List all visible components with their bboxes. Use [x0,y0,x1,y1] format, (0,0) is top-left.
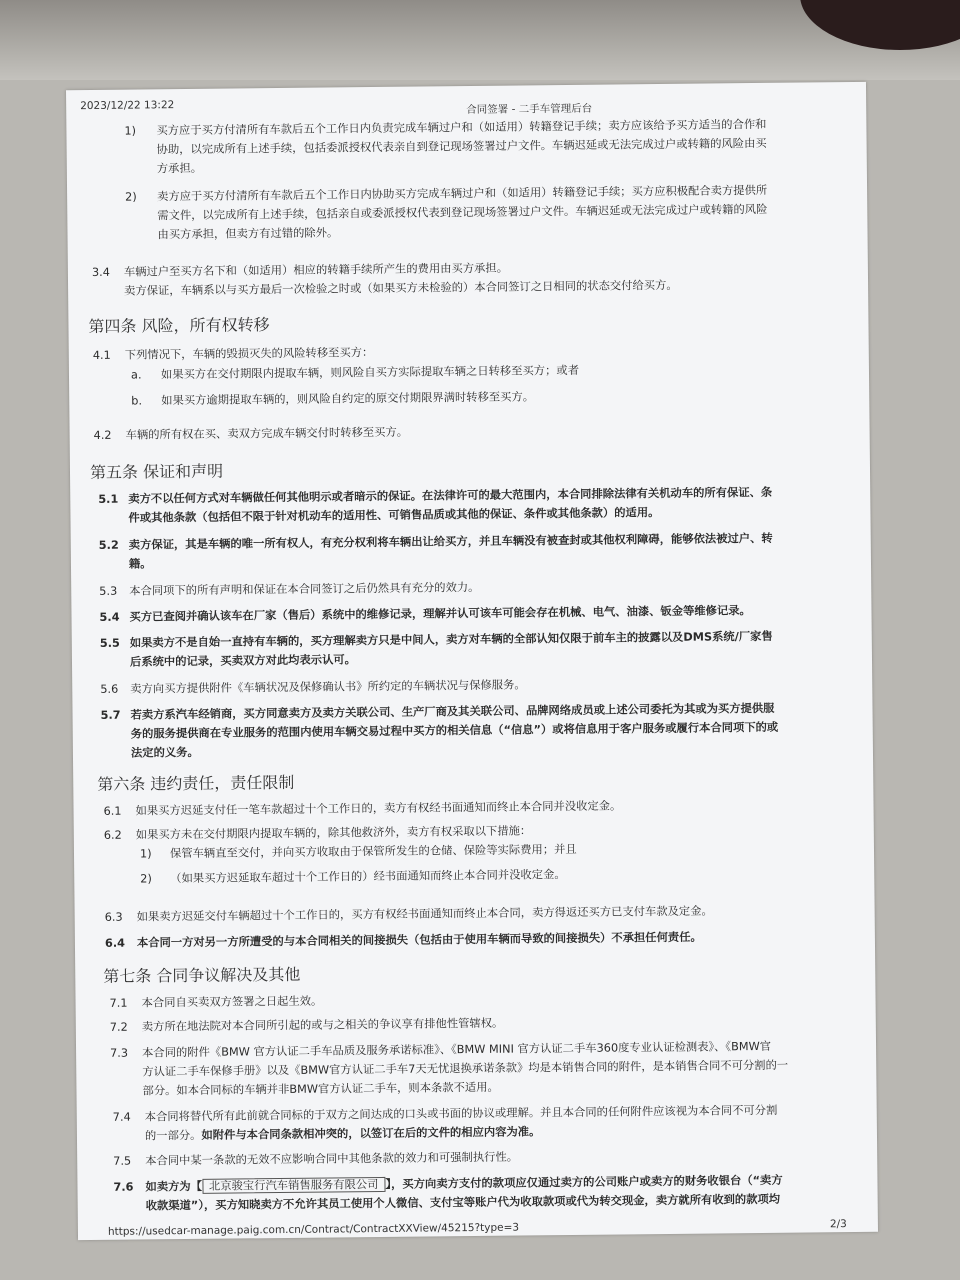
article-4-title: 第四条 风险，所有权转移 [88,315,270,336]
clause-5-7-line: 若卖方系汽车经销商，买方同意卖方及卖方关联公司、生产厂商及其关联公司、品牌网络成员或上述公司委托为其或为买方提供服 [130,701,775,722]
clause-3-3-item-2-line: 需文件，以完成所有上述手续，包括亲自或委派授权代表到登记现场签署过户文件。车辆迟延或无法完成过户或转籍的风险 [157,202,768,223]
contract-page [66,82,878,1240]
clause-7-6-prefix: 如卖方为【 [145,1179,203,1194]
clause-3-3-item-1-line: 协助，以完成所有上述手续，包括委派授权代表亲自到登记现场签署过户文件。车辆迟延或无法完成过户或转籍的风险由买 [156,136,767,157]
seller-company-field: 北京骏宝行汽车销售服务有限公司 [202,1177,386,1194]
article-7-title: 第七条 合同争议解决及其他 [103,964,301,986]
clause-6-2-num: 6.2 [103,828,122,842]
clause-5-1-num: 5.1 [98,492,119,506]
clause-5-4-line: 买方已查阅并确认该车在厂家（售后）系统中的维修记录，理解并认可该车可能会存在机械、电气、油漆、钣金等维修记录。 [129,604,751,624]
clause-6-2-item-1-num: 1) [139,847,152,861]
clause-7-2-text: 卖方所在地法院对本合同所引起的或与之相关的争议享有排他性管辖权。 [141,1016,504,1034]
article-6-title: 第六条 违约责任，责任限制 [97,772,295,794]
clause-7-3-num: 7.3 [110,1046,129,1060]
clause-7-1-text: 本合同自买卖双方签署之日起生效。 [141,994,323,1010]
clause-5-7-line: 法定的义务。 [130,745,199,760]
clause-4-1-num: 4.1 [92,348,111,362]
article-5-title: 第五条 保证和声明 [89,461,224,482]
clause-7-4-line: 本合同将替代所有此前就合同标的于双方之间达成的口头或书面的协议或理解。并且本合同的任何附件应该视为本合同不可分割 [144,1103,778,1124]
clause-4-2-num: 4.2 [93,428,112,442]
clause-5-1-line: 件或其他条款（包括但不限于针对机动车的适用性、可销售品质或其他的保证、条件或其他条款）的适用。 [128,506,660,525]
print-datetime: 2023/12/22 13:22 [80,99,175,113]
clause-7-4-num: 7.4 [112,1110,131,1124]
clause-5-1-line: 卖方不以任何方式对车辆做任何其他明示或者暗示的保证。在法律许可的最大范围内，本合同排除法律有关机动车的所有保证、条 [128,485,773,506]
clause-7-3-line: 方认证二手车保修手册》以及《BMW官方认证二手车7天无忧退换承诺条款》均是本销售合同的附件，是本销售合同不可分割的一 [142,1058,789,1079]
clause-5-7-line: 务的服务提供商在专业服务的范围内使用车辆交易过程中买方的相关信息（“信息”）或将信息用于客户服务或履行本合同项下的或 [130,720,779,741]
clause-5-2-num: 5.2 [98,538,119,552]
clause-5-5-num: 5.5 [99,636,120,650]
clause-7-1-num: 7.1 [109,996,128,1010]
clause-6-4-text: 本合同一方对另一方所遭受的与本合同相关的间接损失（包括由于使用车辆而导致的间接损失）不承担任何责任。 [136,930,702,950]
clause-6-2-item-2-num: 2) [140,872,152,886]
clause-5-3-num: 5.3 [99,584,118,598]
clause-6-2-text: 如果买方未在交付期限内提取车辆的，除其他救济外，卖方有权采取以下措施： [135,824,532,842]
clause-5-6-line: 卖方向买方提供附件《车辆状况及保修确认书》所约定的车辆状况与保修服务。 [130,678,526,696]
clause-7-5-num: 7.5 [113,1154,132,1168]
clause-7-6-line-2: 收款渠道”），买方知晓卖方不允许其员工使用个人微信、支付宝等账户代为收取款项或代为转交现金，卖方就所有收到的款项均 [145,1192,781,1213]
clause-7-4-text-bold: 如附件与本合同条款相冲突的，以签订在后的文件的相应内容为准。 [201,1125,541,1142]
clause-6-2-item-1-text: 保管车辆直至交付，并向买方收取由于保管所发生的仓储、保险等实际费用；并且 [169,842,577,861]
clause-5-2-line: 卖方保证，其是车辆的唯一所有权人，有充分权利将车辆出让给买方，并且车辆没有被查封或其他权利障碍，能够依法被过户、转 [128,531,773,552]
clause-4-1-text: 下列情况下，车辆的毁损灭失的风险转移至买方： [124,346,374,362]
clause-4-1-b-num: b. [131,394,143,408]
clause-4-1-a-text: 如果买方在交付期限内提取车辆，则风险自买方实际提取车辆之日转移至买方；或者 [160,363,580,382]
clause-7-2-num: 7.2 [109,1020,128,1034]
clause-6-2-item-2-text: （如果买方迟延取车超过十个工作日的）经书面通知而终止本合同并没收定金。 [170,868,566,886]
clause-3-3-item-1-num: 1) [124,124,137,138]
clause-3-3-item-2-line: 卖方应于买方付清所有车款后五个工作日内协助买方完成车辆过户和（如适用）转籍登记手续；买方应积极配合卖方提供所 [157,183,768,204]
clause-6-3-text: 如果卖方迟延交付车辆超过十个工作日的，买方有权经书面通知而终止本合同，卖方得返还买方已支付车款及定金。 [136,904,713,924]
clause-6-4-num: 6.4 [104,936,126,950]
clause-4-2-text: 车辆的所有权在买、卖双方完成车辆交付时转移至买方。 [125,425,409,442]
clause-7-6-suffix: 】，买方向卖方支付的款项应仅通过卖方的公司账户或卖方的财务收银台（“卖方 [385,1173,783,1191]
clause-5-5-line: 后系统中的记录，买卖双方对此均表示认可。 [129,653,357,669]
clause-3-4-line: 卖方保证，车辆系以与买方最后一次检验之时或（如果买方未检验的）本合同签订之日相同的状态交付给买方。 [124,278,678,298]
clause-7-3-line: 本合同的附件《BMW 官方认证二手车品质及服务承诺标准》、《BMW MINI 官方认证二手车360度专业认证检测表》、《BMW官 [142,1039,772,1060]
clause-5-4-num: 5.4 [99,610,120,624]
clause-5-2-line: 籍。 [128,557,152,571]
clause-3-3-item-1-line: 方承担。 [156,161,203,176]
clause-7-4-text-plain: 的一部分。 [144,1128,202,1143]
clause-6-1-num: 6.1 [103,804,122,818]
page-number: 2/3 [829,1218,847,1231]
clause-7-3-line: 部分。如本合同标的车辆并非BMW官方认证二手车，则本条款不适用。 [142,1080,499,1098]
clause-5-7-num: 5.7 [100,708,121,722]
clause-3-3-item-2-line: 由买方承担，但卖方有过错的除外。 [157,226,339,242]
clause-3-3-item-2-num: 2) [125,190,137,204]
clause-3-4-line: 车辆过户至买方名下和（如适用）相应的转籍手续所产生的费用由买方承担。 [123,261,509,279]
clause-3-3-item-1-line: 买方应于买方付清所有车款后五个工作日内负责完成车辆过户和（如适用）转籍登记手续；卖方应该给予买方适当的合作和 [156,117,767,138]
page-header-title: 合同签署 - 二手车管理后台 [466,102,593,117]
clause-4-1-b-text: 如果买方逾期提取车辆的，则风险自约定的原交付期限界满时转移至买方。 [161,390,535,408]
clause-6-3-num: 6.3 [104,910,123,924]
clause-3-4-num: 3.4 [91,265,110,279]
clause-5-3-line: 本合同项下的所有声明和保证在本合同签订之后仍然具有充分的效力。 [129,580,480,598]
clause-7-4-line-2 [145,1122,541,1145]
clause-4-1-a-num: a. [130,368,142,382]
clause-7-6-num: 7.6 [113,1180,134,1194]
clause-5-6-num: 5.6 [100,682,119,696]
clause-6-1-text: 如果买方迟延支付任一笔车款超过十个工作日的，卖方有权经书面通知而终止本合同并没收定金。 [135,799,622,818]
page-url: https://usedcar-manage.paig.com.cn/Contract/ContractXXView/45215?type=3 [107,1221,520,1238]
clause-5-5-line: 如果卖方不是自始一直持有车辆的，买方理解卖方只是中间人，卖方对车辆的全部认知仅限于前车主的披露以及DMS系统/厂家售 [129,629,773,650]
clause-7-5-text: 本合同中某一条款的无效不应影响合同中其他条款的效力和可强制执行性。 [145,1150,519,1168]
